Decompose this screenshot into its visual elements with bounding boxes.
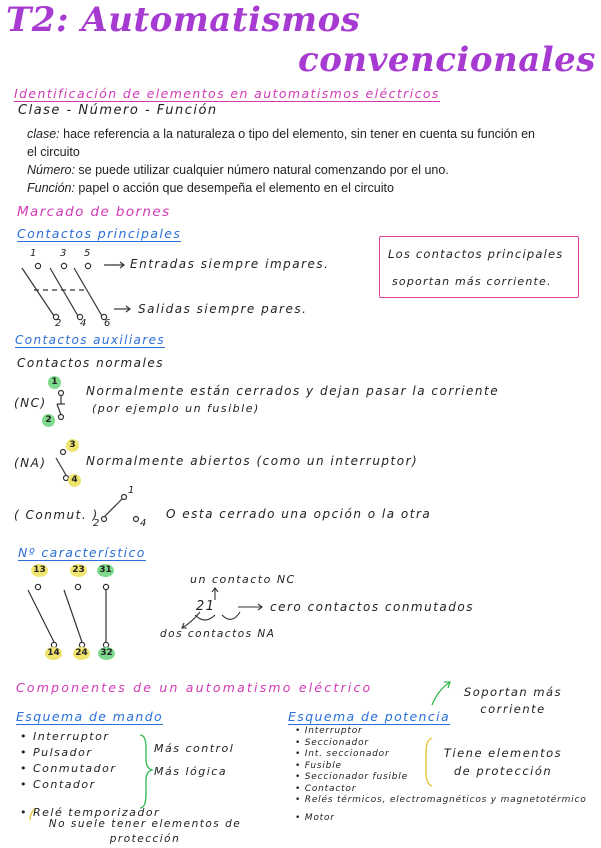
na-label: (NA) (14, 456, 47, 470)
main-contact-5-top-terminal (85, 263, 90, 268)
char-contact-31-top-terminal (103, 584, 108, 589)
main-contact-3-blade (50, 268, 78, 316)
nc-text: Normalmente están cerrados y dejan pasar la corriente (86, 384, 500, 398)
char-nc-label: un contacto NC (190, 573, 296, 586)
char-bottom-14: 14 (45, 647, 62, 660)
conmut-left-terminal (102, 517, 107, 522)
note-box (379, 236, 579, 298)
mas-logica-note: Más lógica (154, 765, 228, 778)
mando-item: • Relé temporizador (20, 806, 161, 819)
char-contact-13-top-terminal (35, 584, 40, 589)
page-title: T2: Automatismos (6, 0, 361, 40)
normales-text: Contactos normales (17, 356, 164, 370)
char-cero-text: cero contactos conmutados (270, 600, 474, 614)
conmut-right-number: 4 (140, 518, 148, 529)
mando-heading: Esquema de mando (16, 709, 164, 724)
funcion-term: Función: (27, 181, 75, 195)
clase-definition-cont: el circuito (27, 145, 80, 159)
char-contact-13-blade (28, 590, 54, 642)
main-top-1: 1 (30, 248, 38, 259)
mando-item: • Contador (20, 778, 96, 791)
char-bottom-24: 24 (73, 647, 90, 660)
mando-list (20, 729, 160, 821)
nc-bottom-terminal (59, 415, 64, 420)
componentes-heading: Componentes de un automatismo eléctrico (16, 680, 373, 695)
auxiliares-heading: Contactos auxiliares (15, 333, 166, 347)
mando-item: • Interruptor (20, 730, 110, 743)
main-contact-5-blade (74, 268, 102, 316)
formula-text: Clase - Número - Función (18, 103, 218, 118)
caracteristico-heading: Nº característico (18, 545, 146, 560)
main-contact-1-top-terminal (35, 263, 40, 268)
potencia-item: • Seccionador fusible (295, 772, 408, 782)
salidas-text: Salidas siempre pares. (138, 302, 308, 316)
char-contact-23-top-terminal (75, 584, 80, 589)
conmut-blade (104, 499, 122, 517)
potencia-item: • Relés térmicos, electromagnéticos y magnetotérmico (295, 795, 587, 805)
conmut-text: O esta cerrado una opción o la otra (166, 507, 432, 521)
number-underline-curve (195, 615, 215, 620)
conmut-right-terminal (134, 517, 139, 522)
char-contact-23-blade (64, 590, 82, 642)
char-top-13: 13 (31, 564, 48, 577)
conmut-label: ( Conmut. ) (14, 508, 99, 522)
char-top-23: 23 (70, 564, 87, 577)
na-blade (56, 458, 66, 475)
potencia-item: • Fusible (295, 760, 342, 771)
clase-text: hace referencia a la naturaleza o tipo del elemento, sin tener en cuenta su función en (59, 127, 535, 141)
mando-protection-note: No suele tener elementos de protección (48, 818, 242, 845)
number-underline-curve-2 (222, 612, 240, 619)
potencia-item: • Motor (295, 812, 335, 823)
numero-term: Número: (27, 163, 75, 177)
char-top-31: 31 (97, 564, 114, 577)
potencia-heading: Esquema de potencia (288, 709, 451, 724)
mando-item: • Conmutador (20, 762, 117, 775)
conmut-left-number: 2 (93, 518, 101, 529)
soportan-arrow (432, 682, 450, 705)
main-contact-1-blade (22, 268, 54, 316)
marcado-heading: Marcado de bornes (17, 204, 171, 220)
page-title-line2: convencionales (298, 40, 596, 80)
conmut-top-terminal (122, 495, 127, 500)
potencia-protection-note: Tiene elementos de protección (443, 746, 563, 778)
conmut-top-number: 1 (128, 485, 136, 496)
potencia-item: • Int. seccionador (295, 749, 390, 759)
clase-term: clase: (27, 127, 60, 141)
main-top-3: 3 (60, 248, 68, 259)
funcion-text: papel o acción que desempeña el elemento en el circuito (74, 181, 394, 195)
nc-bottom-number: 2 (42, 414, 55, 427)
potencia-item: • Interruptor (295, 726, 363, 736)
identificacion-heading: Identificación de elementos en automatismos eléctricos (14, 86, 440, 101)
nc-example: (por ejemplo un fusible) (92, 402, 260, 415)
nc-label: (NC) (14, 396, 47, 410)
char-bottom-32: 32 (98, 647, 115, 660)
na-top-number: 3 (66, 439, 79, 452)
char-na-label: dos contactos NA (160, 628, 276, 640)
numero-text: se puede utilizar cualquier número natural comenzando por el uno. (74, 163, 449, 177)
na-text: Normalmente abiertos (como un interruptor) (86, 454, 419, 468)
char-number: 21 (196, 599, 216, 614)
main-contact-3-top-terminal (61, 263, 66, 268)
arrow-down-na (182, 612, 200, 628)
note-box-line2: soportan más corriente. (392, 275, 552, 288)
nc-top-terminal (59, 391, 64, 396)
entradas-text: Entradas siempre impares. (130, 257, 330, 271)
note-box-line1: Los contactos principales (388, 247, 564, 261)
nc-blade (57, 404, 61, 415)
nc-top-number: 1 (48, 376, 61, 389)
mando-item: • Pulsador (20, 746, 93, 759)
na-bottom-number: 4 (68, 474, 81, 487)
soportan-note: Soportan más corriente (463, 685, 563, 716)
mas-control-note: Más control (154, 742, 235, 755)
main-bottom-4: 4 (80, 318, 88, 329)
na-top-terminal (61, 450, 66, 455)
main-bottom-6: 6 (104, 318, 112, 329)
main-bottom-2: 2 (55, 318, 63, 329)
potencia-item: • Contactor (295, 783, 357, 794)
main-top-5: 5 (84, 248, 92, 259)
principales-heading: Contactos principales (17, 226, 182, 241)
potencia-item: • Seccionador (295, 737, 369, 748)
